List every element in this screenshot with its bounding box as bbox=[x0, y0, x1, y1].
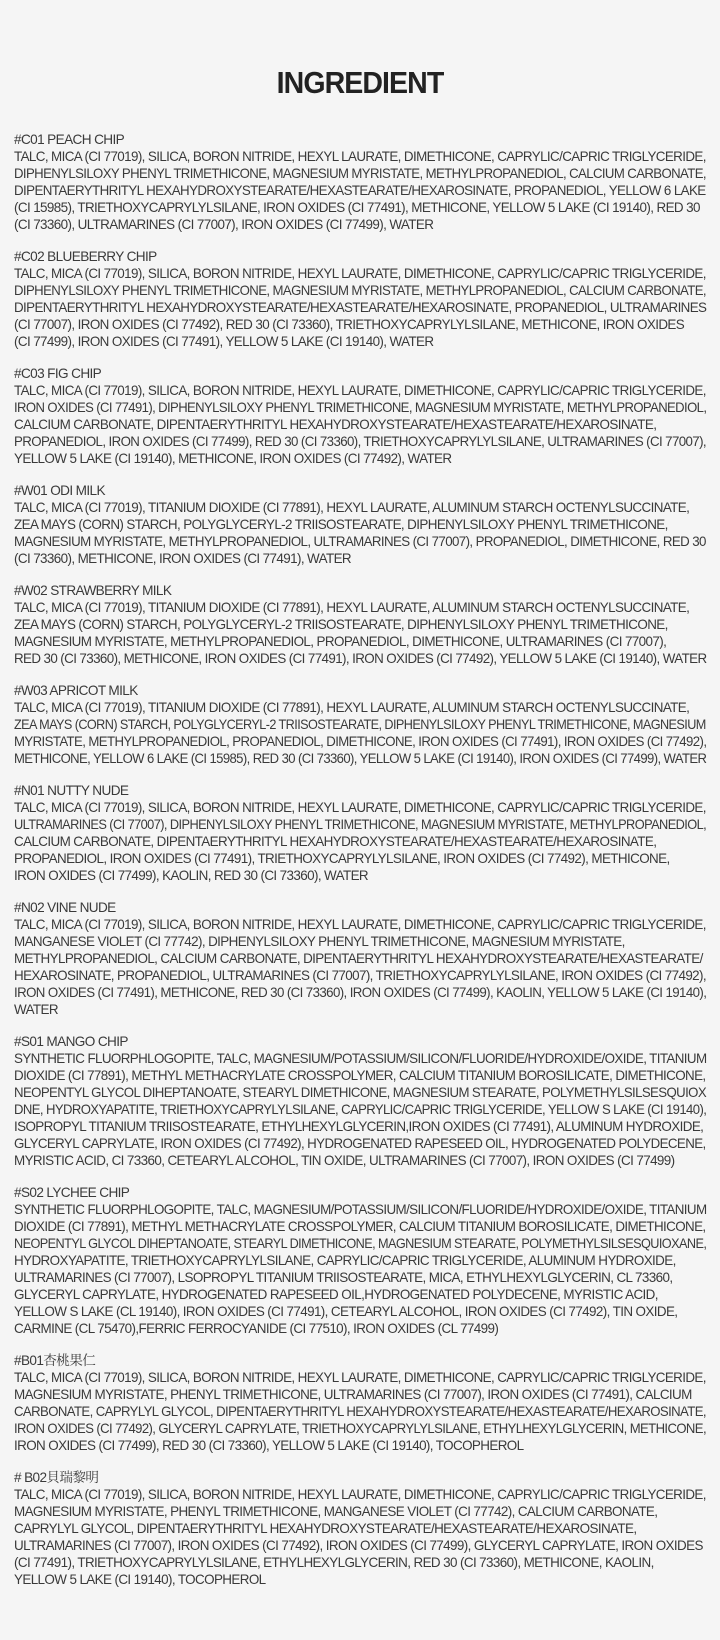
ingredient-entry bbox=[14, 482, 714, 567]
ingredient-line: MAGNESIUM MYRISTATE, PHENYL TRIMETHICONE, MANGANESE VIOLET (CI 77742), CALCIUM CARBONATE, bbox=[14, 1504, 658, 1519]
ingredient-line: TALC, MICA (CI 77019), TITANIUM DIOXIDE (CI 77891), HEXYL LAURATE, ALUMINUM STARCH OCTENYLSUCCINATE, bbox=[14, 500, 690, 515]
ingredient-line: ZEA MAYS (CORN) STARCH, POLYGLYCERYL-2 TRIISOSTEARATE, DIPHENYLSILOXY PHENYL TRIMETHICONE, MAGNESIUM bbox=[14, 717, 706, 732]
ingredient-line: MANGANESE VIOLET (CI 77742), DIPHENYLSILOXY PHENYL TRIMETHICONE, MAGNESIUM MYRISTATE, bbox=[14, 934, 625, 949]
ingredient-line: PROPANEDIOL, IRON OXIDES (CI 77491), TRIETHOXYCAPRYLYLSILANE, IRON OXIDES (CI 77492), METHICONE, bbox=[14, 851, 670, 866]
ingredient-entry bbox=[14, 682, 714, 767]
ingredient-line: ULTRAMARINES (CI 77007), LSOPROPYL TITANIUM TRIISOSTEARATE, MICA, ETHYLHEXYLGLYCERIN, CL 73360, bbox=[14, 1270, 673, 1285]
product-name: #B01杏桃果仁 bbox=[14, 1353, 96, 1368]
ingredient-line: (CI 77007), IRON OXIDES (CI 77492), RED 30 (CI 73360), TRIETHOXYCAPRYLYLSILANE, METHICONE, IRON OXIDES bbox=[14, 317, 685, 332]
ingredient-line: MAGNESIUM MYRISTATE, METHYLPROPANEDIOL, ULTRAMARINES (CI 77007), PROPANEDIOL, DIMETHICONE, RED 30 bbox=[14, 534, 706, 549]
product-name: #C02 BLUEBERRY CHIP bbox=[14, 249, 157, 264]
ingredient-text bbox=[14, 1369, 714, 1454]
ingredient-line: (CI 77491), TRIETHOXYCAPRYLYLSILANE, ETHYLHEXYLGLYCERIN, RED 30 (CI 73360), METHICONE, KAOLIN, bbox=[14, 1555, 654, 1570]
ingredient-line: HYDROXYAPATITE, TRIETHOXYCAPRYLYLSILANE, CAPRYLIC/CAPRIC TRIGLYCERIDE, ALUMINUM HYDROXIDE, bbox=[14, 1253, 676, 1268]
product-name: #N01 NUTTY NUDE bbox=[14, 783, 129, 798]
ingredient-line: MYRISTATE, METHYLPROPANEDIOL, PROPANEDIOL, DIMETHICONE, IRON OXIDES (CI 77491), IRON OXIDES (CI 77492), bbox=[14, 734, 707, 749]
ingredient-line: TALC, MICA (CI 77019), SILICA, BORON NITRIDE, HEXYL LAURATE, DIMETHICONE, CAPRYLIC/CAPRIC TRIGLYCERIDE, bbox=[14, 917, 706, 932]
ingredient-line: CAPRYLYL GLYCOL, DIPENTAERYTHRITYL HEXAHYDROXYSTEARATE/HEXASTEARATE/HEXAROSINATE, bbox=[14, 1521, 637, 1536]
ingredient-line: DIOXIDE (CI 77891), METHYL METHACRYLATE CROSSPOLYMER, CALCIUM TITANIUM BOROSILICATE, DIMETHICONE, bbox=[14, 1219, 706, 1234]
ingredient-list bbox=[14, 131, 714, 1603]
ingredient-text bbox=[14, 1486, 714, 1588]
ingredient-line: TALC, MICA (CI 77019), SILICA, BORON NITRIDE, HEXYL LAURATE, DIMETHICONE, CAPRYLIC/CAPRIC TRIGLYCERIDE, bbox=[14, 800, 706, 815]
ingredient-line: DIPHENYLSILOXY PHENYL TRIMETHICONE, MAGNESIUM MYRISTATE, METHYLPROPANEDIOL, CALCIUM CARBONATE, bbox=[14, 166, 706, 181]
ingredient-line: TALC, MICA (CI 77019), SILICA, BORON NITRIDE, HEXYL LAURATE, DIMETHICONE, CAPRYLIC/CAPRIC TRIGLYCERIDE, bbox=[14, 383, 706, 398]
ingredient-line: TALC, MICA (CI 77019), SILICA, BORON NITRIDE, HEXYL LAURATE, DIMETHICONE, CAPRYLIC/CAPRIC TRIGLYCERIDE, bbox=[14, 149, 706, 164]
ingredient-line: HEXAROSINATE, PROPANEDIOL, ULTRAMARINES (CI 77007), TRIETHOXYCAPRYLYLSILANE, IRON OXIDES (CI 77492), bbox=[14, 968, 707, 983]
ingredient-entry bbox=[14, 582, 714, 667]
product-name: #N02 VINE NUDE bbox=[14, 900, 116, 915]
ingredient-line: YELLOW 5 LAKE (CI 19140), TOCOPHEROL bbox=[14, 1572, 266, 1587]
ingredient-line: ZEA MAYS (CORN) STARCH, POLYGLYCERYL-2 TRIISOSTEARATE, DIPHENYLSILOXY PHENYL TRIMETHICONE, bbox=[14, 617, 668, 632]
ingredient-line: TALC, MICA (CI 77019), TITANIUM DIOXIDE (CI 77891), HEXYL LAURATE, ALUMINUM STARCH OCTENYLSUCCINATE, bbox=[14, 700, 690, 715]
ingredient-line: ISOPROPYL TITANIUM TRIISOSTEARATE, ETHYLHEXYLGLYCERIN,IRON OXIDES (CI 77491), ALUMINUM HYDROXIDE, bbox=[14, 1119, 704, 1134]
ingredient-line: TALC, MICA (CI 77019), TITANIUM DIOXIDE (CI 77891), HEXYL LAURATE, ALUMINUM STARCH OCTENYLSUCCINATE, bbox=[14, 600, 690, 615]
ingredient-line: GLYCERYL CAPRYLATE, HYDROGENATED RAPESEED OIL,HYDROGENATED POLYDECENE, MYRISTIC ACID, bbox=[14, 1287, 658, 1302]
ingredient-line: DIOXIDE (CI 77891), METHYL METHACRYLATE CROSSPOLYMER, CALCIUM TITANIUM BOROSILICATE, DIMETHICONE, bbox=[14, 1068, 706, 1083]
ingredient-line: SYNTHETIC FLUORPHLOGOPITE, TALC, MAGNESIUM/POTASSIUM/SILICON/FLUORIDE/HYDROXIDE/OXIDE, TITANIUM bbox=[14, 1051, 707, 1066]
ingredient-line: PROPANEDIOL, IRON OXIDES (CI 77499), RED 30 (CI 73360), TRIETHOXYCAPRYLYLSILANE, ULTRAMARINES (CI 77007), bbox=[14, 434, 706, 449]
ingredient-line: CALCIUM CARBONATE, DIPENTAERYTHRITYL HEXAHYDROXYSTEARATE/HEXASTEARATE/HEXAROSINATE, bbox=[14, 834, 657, 849]
product-name: #W01 ODI MILK bbox=[14, 483, 105, 498]
ingredient-line: MAGNESIUM MYRISTATE, PHENYL TRIMETHICONE, ULTRAMARINES (CI 77007), IRON OXIDES (CI 77491), CALCIUM bbox=[14, 1387, 692, 1402]
ingredient-entry bbox=[14, 1469, 714, 1588]
ingredient-line: YELLOW 5 LAKE (CI 19140), METHICONE, IRON OXIDES (CI 77492), WATER bbox=[14, 451, 452, 466]
ingredient-text bbox=[14, 499, 714, 567]
ingredient-line: METHICONE, YELLOW 6 LAKE (CI 15985), RED 30 (CI 73360), YELLOW 5 LAKE (CI 19140), IRON OXIDES (CI 77499), WATER bbox=[14, 751, 707, 766]
ingredient-entry bbox=[14, 131, 714, 233]
ingredient-line: YELLOW S LAKE (CL 19140), IRON OXIDES (CI 77491), CETEARYL ALCOHOL, IRON OXIDES (CI 77492), TIN OXIDE, bbox=[14, 1304, 678, 1319]
ingredient-line: DNE, HYDROXYAPATITE, TRIETHOXYCAPRYLYLSILANE, CAPRYLIC/CAPRIC TRIGLYCERIDE, YELLOW S LAKE (CI 19140), bbox=[14, 1102, 707, 1117]
ingredient-entry bbox=[14, 1352, 714, 1454]
ingredient-entry bbox=[14, 782, 714, 884]
ingredient-line: GLYCERYL CAPRYLATE, IRON OXIDES (CI 77492), HYDROGENATED RAPESEED OIL, HYDROGENATED POLYDECENE, bbox=[14, 1136, 706, 1151]
ingredient-line: IRON OXIDES (CI 77499), KAOLIN, RED 30 (CI 73360), WATER bbox=[14, 868, 369, 883]
product-name: #S01 MANGO CHIP bbox=[14, 1034, 128, 1049]
ingredient-line: CARMINE (CL 75470),FERRIC FERROCYANIDE (CI 77510), IRON OXIDES (CL 77499) bbox=[14, 1321, 499, 1336]
product-name: #W02 STRAWBERRY MILK bbox=[14, 583, 172, 598]
ingredient-line: IRON OXIDES (CI 77491), METHICONE, RED 30 (CI 73360), IRON OXIDES (CI 77499), KAOLIN, YELLOW 5 LAKE (CI 19140), bbox=[14, 985, 707, 1000]
ingredient-line: TALC, MICA (CI 77019), SILICA, BORON NITRIDE, HEXYL LAURATE, DIMETHICONE, CAPRYLIC/CAPRIC TRIGLYCERIDE, bbox=[14, 1487, 706, 1502]
ingredient-text bbox=[14, 916, 714, 1018]
ingredient-line: SYNTHETIC FLUORPHLOGOPITE, TALC, MAGNESIUM/POTASSIUM/SILICON/FLUORIDE/HYDROXIDE/OXIDE, TITANIUM bbox=[14, 1202, 707, 1217]
ingredient-text bbox=[14, 1201, 714, 1337]
ingredient-text bbox=[14, 799, 714, 884]
ingredient-text bbox=[14, 265, 714, 350]
ingredient-line: DIPENTAERYTHRITYL HEXAHYDROXYSTEARATE/HEXASTEARATE/HEXAROSINATE, PROPANEDIOL, YELLOW 6 LAKE bbox=[14, 183, 706, 198]
ingredient-line: TALC, MICA (CI 77019), SILICA, BORON NITRIDE, HEXYL LAURATE, DIMETHICONE, CAPRYLIC/CAPRIC TRIGLYCERIDE, bbox=[14, 1370, 706, 1385]
ingredient-text bbox=[14, 382, 714, 467]
ingredient-line: CALCIUM CARBONATE, DIPENTAERYTHRITYL HEXAHYDROXYSTEARATE/HEXASTEARATE/HEXAROSINATE, bbox=[14, 417, 657, 432]
ingredient-line: NEOPENTYL GLYCOL DIHEPTANOATE, STEARYL DIMETHICONE, MAGNESIUM STEARATE, POLYMETHYLSILSESQUIOX bbox=[14, 1085, 707, 1100]
ingredient-line: MYRISTIC ACID, CI 73360, CETEARYL ALCOHOL, TIN OXIDE, ULTRAMARINES (CI 77007), IRON OXIDES (CI 77499) bbox=[14, 1153, 675, 1168]
ingredient-line: METHYLPROPANEDIOL, CALCIUM CARBONATE, DIPENTAERYTHRITYL HEXAHYDROXYSTEARATE/HEXASTEARATE/ bbox=[14, 951, 703, 966]
ingredient-line: DIPHENYLSILOXY PHENYL TRIMETHICONE, MAGNESIUM MYRISTATE, METHYLPROPANEDIOL, CALCIUM CARBONATE, bbox=[14, 283, 706, 298]
ingredient-line: (CI 15985), TRIETHOXYCAPRYLYLSILANE, IRON OXIDES (CI 77491), METHICONE, YELLOW 5 LAKE (CI 19140), RED 30 bbox=[14, 200, 700, 215]
ingredient-entry bbox=[14, 248, 714, 350]
ingredient-entry bbox=[14, 1033, 714, 1169]
ingredient-line: (CI 77499), IRON OXIDES (CI 77491), YELLOW 5 LAKE (CI 19140), WATER bbox=[14, 334, 434, 349]
ingredient-text bbox=[14, 148, 714, 233]
product-name: #S02 LYCHEE CHIP bbox=[14, 1185, 130, 1200]
ingredient-line: TALC, MICA (CI 77019), SILICA, BORON NITRIDE, HEXYL LAURATE, DIMETHICONE, CAPRYLIC/CAPRIC TRIGLYCERIDE, bbox=[14, 266, 706, 281]
ingredient-line: CARBONATE, CAPRYLYL GLYCOL, DIPENTAERYTHRITYL HEXAHYDROXYSTEARATE/HEXASTEARATE/HEXAROSINATE, bbox=[14, 1404, 706, 1419]
product-name: #W03 APRICOT MILK bbox=[14, 683, 138, 698]
ingredient-text bbox=[14, 599, 714, 667]
ingredient-line: ZEA MAYS (CORN) STARCH, POLYGLYCERYL-2 TRIISOSTEARATE, DIPHENYLSILOXY PHENYL TRIMETHICONE, bbox=[14, 517, 668, 532]
product-name: #C01 PEACH CHIP bbox=[14, 132, 125, 147]
product-name: # B02貝瑞黎明 bbox=[14, 1470, 99, 1485]
ingredient-line: RED 30 (CI 73360), METHICONE, IRON OXIDES (CI 77491), IRON OXIDES (CI 77492), YELLOW 5 LAKE (CI 19140), WATER bbox=[14, 651, 707, 666]
page-title: INGREDIENT bbox=[276, 64, 444, 100]
ingredient-line: WATER bbox=[14, 1002, 58, 1017]
ingredient-line: ULTRAMARINES (CI 77007), DIPHENYLSILOXY PHENYL TRIMETHICONE, MAGNESIUM MYRISTATE, METHYLPROPANEDIOL, bbox=[14, 817, 707, 832]
ingredient-line: (CI 73360), METHICONE, IRON OXIDES (CI 77491), WATER bbox=[14, 551, 352, 566]
ingredient-line: (CI 73360), ULTRAMARINES (CI 77007), IRON OXIDES (CI 77499), WATER bbox=[14, 217, 434, 232]
ingredient-entry bbox=[14, 365, 714, 467]
product-name: #C03 FIG CHIP bbox=[14, 366, 102, 381]
ingredient-line: IRON OXIDES (CI 77491), DIPHENYLSILOXY PHENYL TRIMETHICONE, MAGNESIUM MYRISTATE, METHYLPROPANEDIOL, bbox=[14, 400, 707, 415]
ingredient-line: DIPENTAERYTHRITYL HEXAHYDROXYSTEARATE/HEXASTEARATE/HEXAROSINATE, PROPANEDIOL, ULTRAMARINES bbox=[14, 300, 707, 315]
ingredient-line: NEOPENTYL GLYCOL DIHEPTANOATE, STEARYL DIMETHICONE, MAGNESIUM STEARATE, POLYMETHYLSILSESQUIOXANE, bbox=[14, 1236, 707, 1251]
ingredient-line: MAGNESIUM MYRISTATE, METHYLPROPANEDIOL, PROPANEDIOL, DIMETHICONE, ULTRAMARINES (CI 77007), bbox=[14, 634, 667, 649]
ingredient-line: ULTRAMARINES (CI 77007), IRON OXIDES (CI 77492), IRON OXIDES (CI 77499), GLYCERYL CAPRYLATE, IRON OXIDES bbox=[14, 1538, 703, 1553]
ingredient-text bbox=[14, 699, 714, 767]
ingredient-text bbox=[14, 1050, 714, 1169]
ingredient-entry bbox=[14, 1184, 714, 1337]
ingredient-entry bbox=[14, 899, 714, 1018]
ingredient-line: IRON OXIDES (CI 77492), GLYCERYL CAPRYLATE, TRIETHOXYCAPRYLYLSILANE, ETHYLHEXYLGLYCERIN, METHICONE, bbox=[14, 1421, 706, 1436]
ingredient-line: IRON OXIDES (CI 77499), RED 30 (CI 73360), YELLOW 5 LAKE (CI 19140), TOCOPHEROL bbox=[14, 1438, 524, 1453]
